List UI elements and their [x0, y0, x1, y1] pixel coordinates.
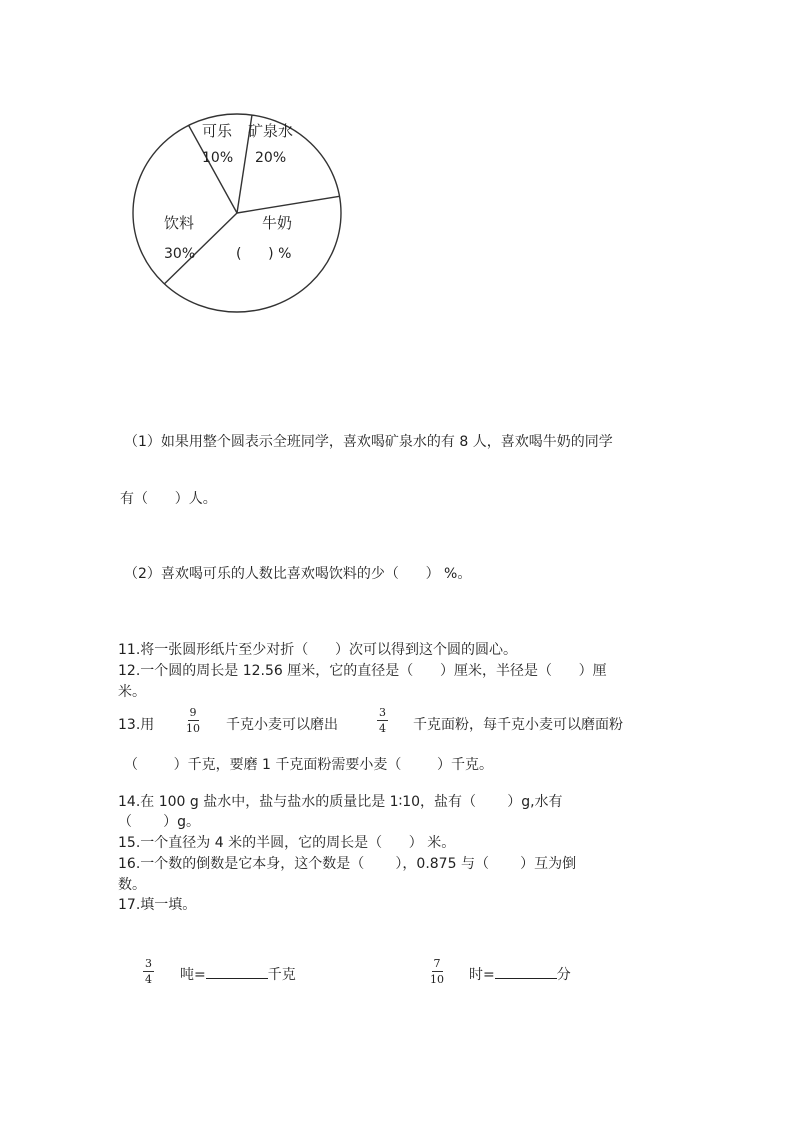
fraction-nine-tenths: [184, 707, 202, 734]
pie-label-drink: 饮料: [164, 214, 195, 232]
question-13-suffix: 千克面粉，每千克小麦可以磨面粉: [413, 717, 623, 733]
pie-value-milk: ( ) %: [236, 246, 292, 262]
question-14-line1: 14.在 100 g 盐水中，盐与盐水的质量比是 1∶10，盐有（ ）g,水有: [118, 794, 563, 810]
fill1-unit: 千克: [267, 967, 296, 983]
fraction-numerator: 3: [379, 706, 386, 719]
fraction-denominator: 4: [145, 973, 152, 986]
pie-svg: [130, 112, 345, 317]
question-16-line1: 16.一个数的倒数是它本身，这个数是（ ），0.875 与（ ）互为倒: [118, 856, 577, 872]
question-part2: （2）喜欢喝可乐的人数比喜欢喝饮料的少（ ） %。: [124, 566, 472, 582]
fraction-denominator: 4: [379, 722, 386, 735]
question-13-prefix: 13.用: [118, 717, 155, 733]
question-part1-line1: （1）如果用整个圆表示全班同学，喜欢喝矿泉水的有 8 人，喜欢喝牛奶的同学: [124, 434, 613, 450]
pie-label-milk: 牛奶: [262, 214, 293, 232]
fill2-row: [469, 964, 571, 984]
fraction-numerator: 3: [145, 957, 152, 970]
question-part1-line2: 有（ ）人。: [120, 491, 217, 507]
fill1-row: [180, 964, 296, 984]
question-16-line2: 数。: [118, 877, 146, 893]
fraction-denominator: 10: [430, 973, 444, 986]
pie-value-cola: 10%: [202, 150, 234, 166]
pie-label-water: 矿泉水: [248, 122, 294, 140]
fill2-unit: 分: [556, 967, 571, 983]
fill2-blank[interactable]: [495, 977, 557, 979]
pie-label-cola: 可乐: [202, 122, 233, 140]
question-15: 15.一个直径为 4 米的半圆，它的周长是（ ） 米。: [118, 835, 456, 851]
fraction-numerator: 7: [433, 957, 441, 970]
fraction-fill2: [428, 958, 446, 985]
question-13-line2: （ ）千克，要磨 1 千克面粉需要小麦（ ）千克。: [124, 757, 494, 773]
question-14-line2: （ ）g。: [118, 814, 201, 830]
fraction-denominator: 10: [186, 722, 200, 735]
question-17: 17.填一填。: [118, 897, 197, 913]
fill1-label: 吨=: [180, 967, 206, 983]
pie-value-drink: 30%: [164, 246, 196, 262]
fraction-fill1: [143, 958, 154, 985]
fill1-blank[interactable]: [206, 977, 268, 979]
fraction-three-quarters: [377, 707, 388, 734]
pie-value-water: 20%: [255, 150, 287, 166]
question-11: 11.将一张圆形纸片至少对折（ ）次可以得到这个圆的圆心。: [118, 642, 517, 658]
pie-chart: [130, 112, 345, 317]
question-13-middle: 千克小麦可以磨出: [226, 717, 338, 733]
fill2-label: 时=: [469, 967, 495, 983]
fraction-numerator: 9: [189, 706, 197, 719]
question-12-line1: 12.一个圆的周长是 12.56 厘米，它的直径是（ ）厘米，半径是（ ）厘: [118, 663, 607, 679]
question-12-line2: 米。: [118, 684, 146, 700]
